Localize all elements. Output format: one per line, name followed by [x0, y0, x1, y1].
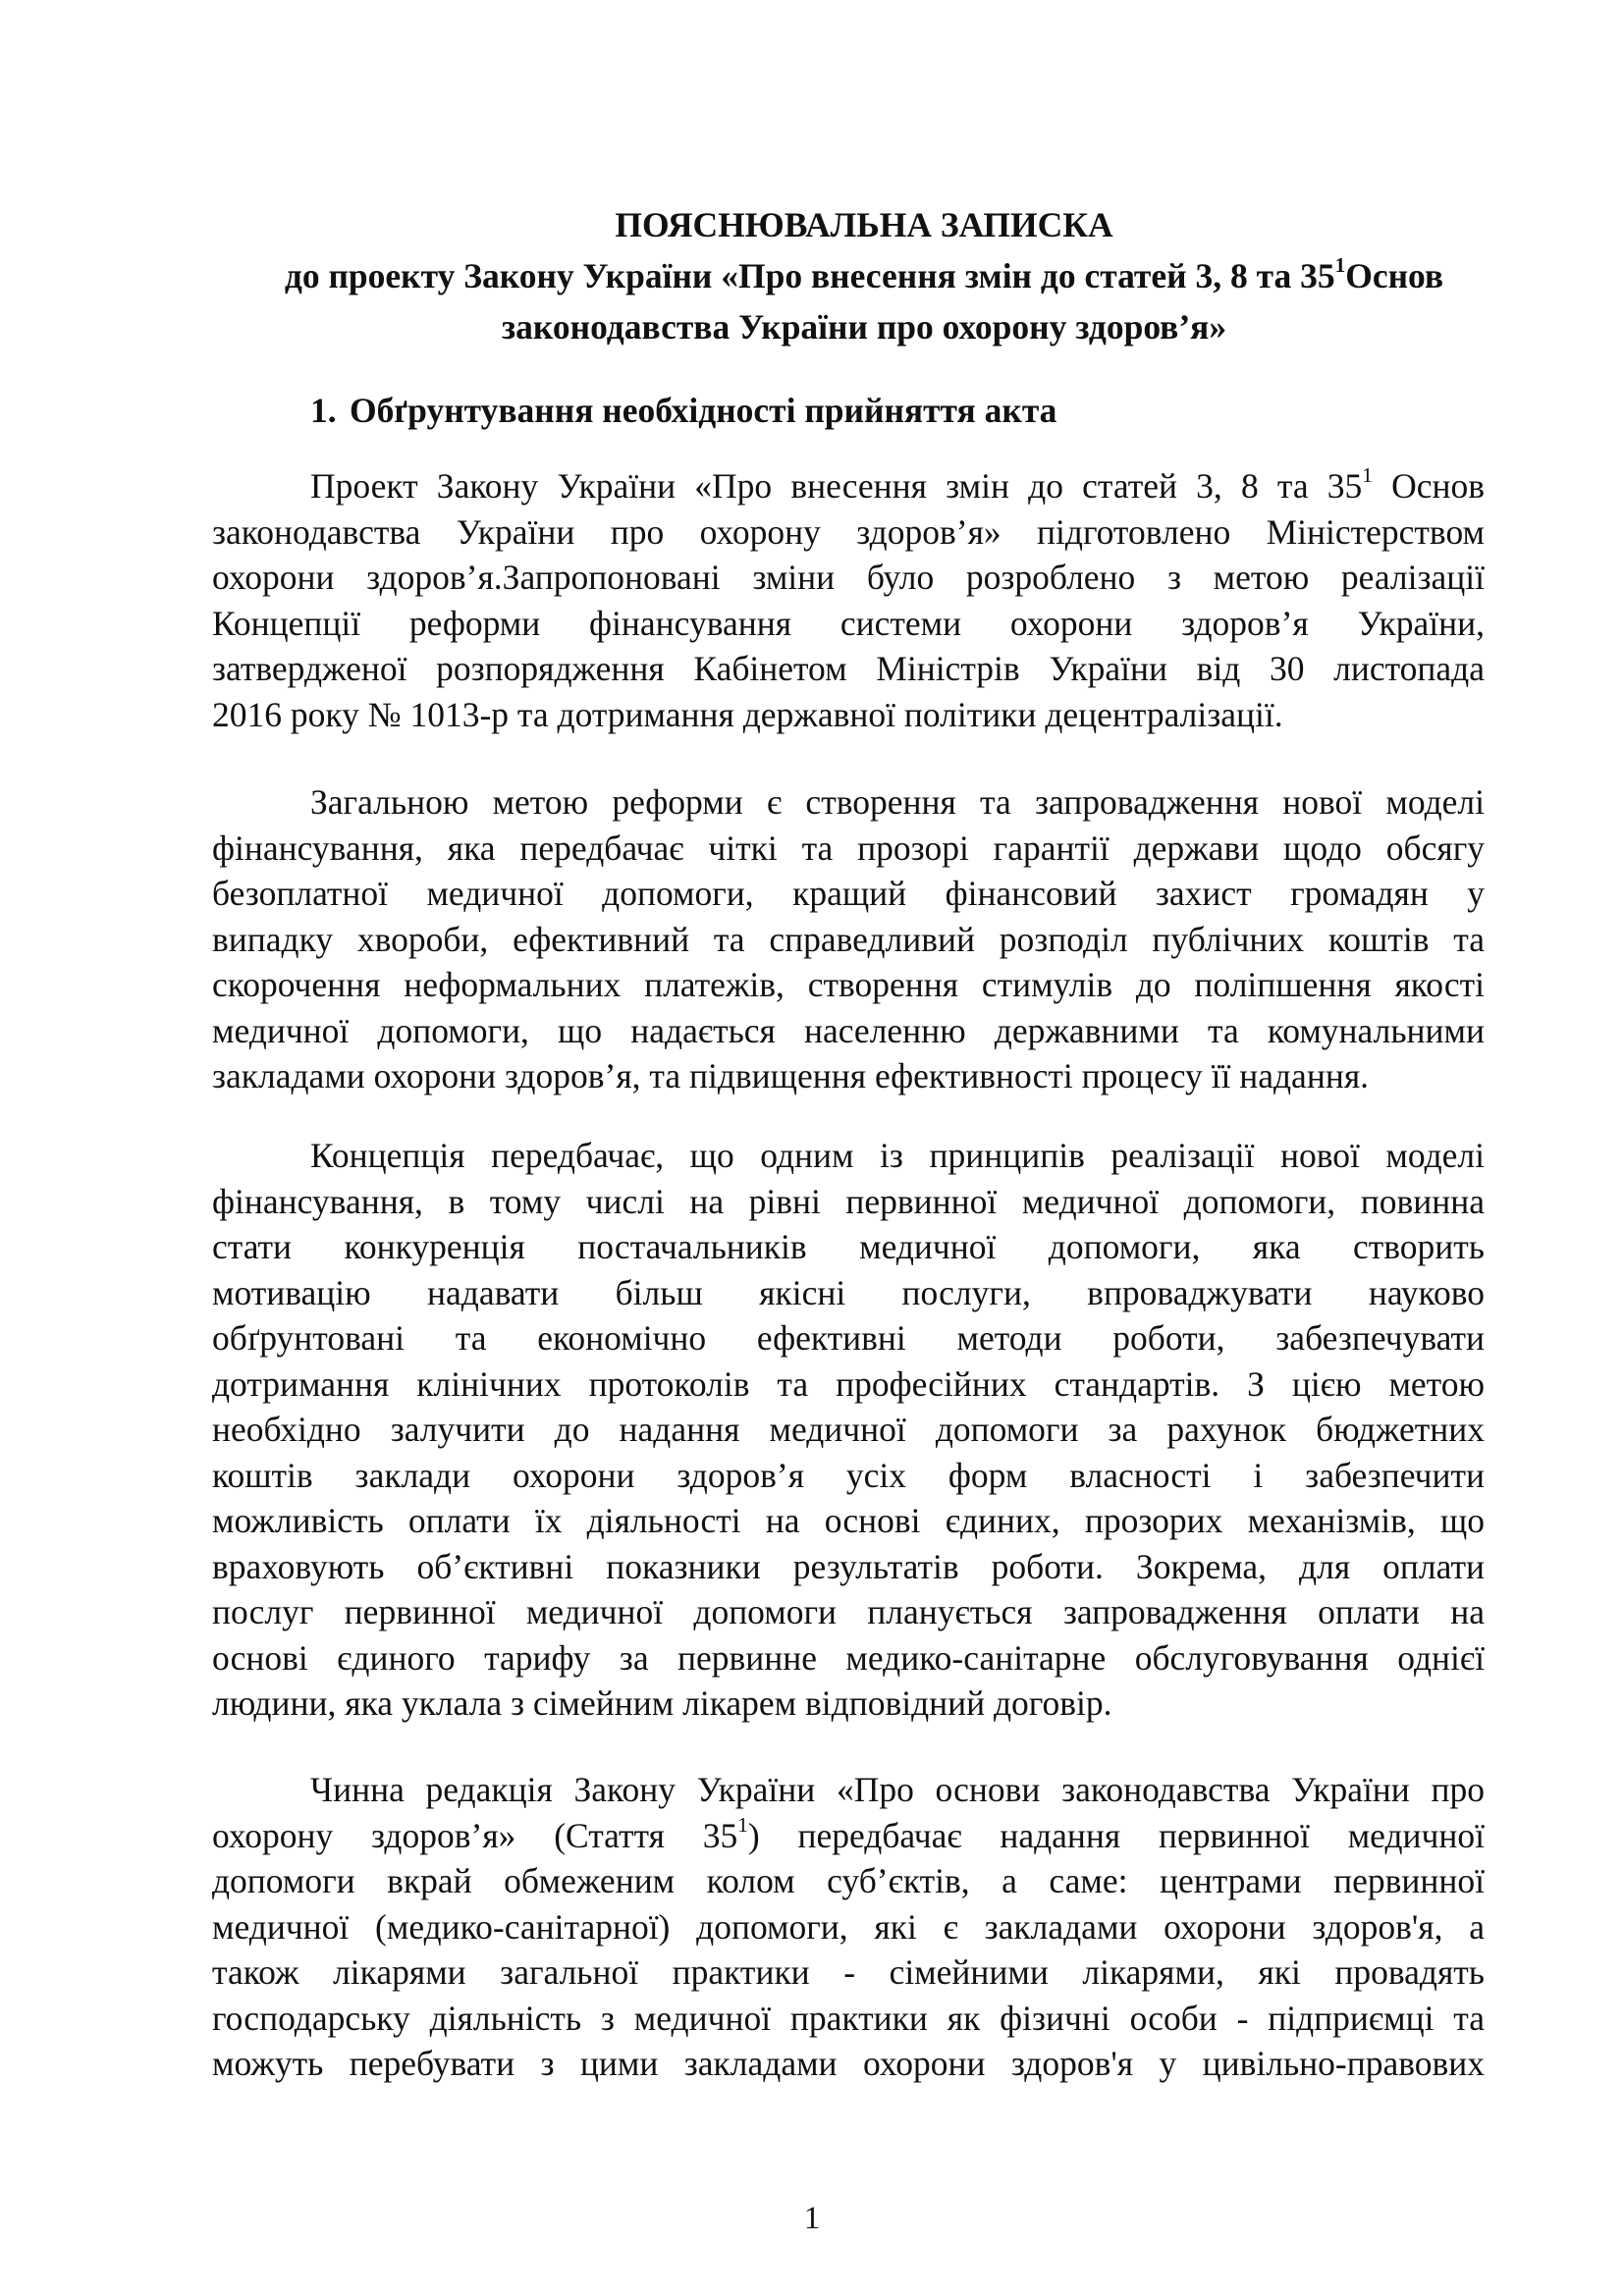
paragraph-line: коштів заклади охорони здоров’я усіх форм власності і забезпечити: [212, 1455, 1485, 1495]
paragraph-line: послуг первинної медичної допомоги планується запровадження оплати на: [212, 1592, 1485, 1631]
paragraph-line: Концепції реформи фінансування системи охорони здоров’я України,: [212, 603, 1485, 643]
paragraph-line: обґрунтовані та економічно ефективні методи роботи, забезпечувати: [212, 1318, 1485, 1358]
paragraph-line: основі єдиного тарифу за первинне медико-санітарне обслуговування однієї: [212, 1637, 1485, 1678]
paragraph-line: дотримання клінічних протоколів та професійних стандартів. З цією метою: [212, 1363, 1485, 1404]
title-line: [177, 250, 1551, 301]
paragraph-line: скорочення неформальних платежів, створення стимулів до поліпшення якості: [212, 965, 1485, 1004]
paragraph-line: можливість оплати їх діяльності на основі єдиних, прозорих механізмів, що: [212, 1501, 1485, 1540]
paragraph-line: господарську діяльність з медичної практики як фізичні особи - підприємці та: [212, 1998, 1485, 2038]
section-heading: [310, 385, 1056, 436]
superscript: 1: [1362, 463, 1373, 488]
paragraph-line: 2016 року № 1013-р та дотримання державної політики децентралізації.: [212, 694, 1283, 734]
title-text: Основ: [1345, 256, 1444, 295]
paragraph-line: мотивацію надавати більш якісні послуги, впроваджувати науково: [212, 1272, 1485, 1312]
paragraph-line: [212, 1813, 1485, 1859]
paragraph-line: стати конкуренція постачальників медичної допомоги, яка створить: [212, 1227, 1485, 1266]
paragraph-line: закладами охорони здоров’я, та підвищення ефективності процесу її надання.: [212, 1056, 1370, 1095]
text: Проект Закону України «Про внесення змін до статей 3, 8 та 35: [310, 466, 1363, 506]
section-number: 1.: [310, 391, 337, 430]
paragraph-line: затвердженої розпорядження Кабінетом Міністрів України від 30 листопада: [212, 649, 1485, 688]
paragraph-line: медичної (медико-санітарної) допомоги, які є закладами охорони здоров'я, а: [212, 1906, 1485, 1947]
paragraph-line: враховують об’єктивні показники результатів роботи. Зокрема, для оплати: [212, 1546, 1485, 1586]
paragraph-line: Чинна редакція Закону України «Про основи законодавства України про: [310, 1770, 1485, 1809]
title-line: ПОЯСНЮВАЛЬНА ЗАПИСКА: [615, 205, 1113, 244]
paragraph-line: допомоги вкрай обмеженим колом суб’єктів, а саме: центрами первинної: [212, 1861, 1485, 1900]
paragraph: [212, 1133, 1485, 1727]
paragraph-line: випадку хвороби, ефективний та справедливий розподіл публічних коштів та: [212, 919, 1485, 959]
paragraph-line: [212, 463, 1485, 509]
paragraph-line: можуть перебувати з цими закладами охорони здоров'я у цивільно-правових: [212, 2044, 1485, 2083]
paragraph: [212, 463, 1485, 737]
paragraph-line: Загальною метою реформи є створення та запровадження нової моделі: [310, 782, 1485, 822]
superscript: 1: [1334, 253, 1346, 278]
paragraph: [212, 779, 1485, 1099]
paragraph-line: медичної допомоги, що надається населенню державними та комунальними: [212, 1010, 1485, 1050]
page-number: 1: [803, 2201, 821, 2236]
text: Основ: [1372, 466, 1486, 506]
paragraph-line: також лікарями загальної практики - сімейними лікарями, які провадять: [212, 1952, 1485, 1992]
text: ) передбачає надання первинної медичної: [747, 1815, 1485, 1855]
superscript: 1: [737, 1812, 748, 1837]
section-title: Обґрунтування необхідності прийняття акта: [350, 391, 1057, 430]
paragraph-line: Концепція передбачає, що одним із принципів реалізації нової моделі: [310, 1136, 1485, 1175]
paragraph-line: безоплатної медичної допомоги, кращий фінансовий захист громадян у: [212, 874, 1485, 913]
paragraph-line: необхідно залучити до надання медичної допомоги за рахунок бюджетних: [212, 1410, 1485, 1449]
paragraph-line: охорони здоров’я.Запропоновані зміни було розроблено з метою реалізації: [212, 558, 1485, 597]
paragraph: [212, 1767, 1485, 2087]
paragraph-line: фінансування, яка передбачає чіткі та прозорі гарантії держави щодо обсягу: [212, 828, 1485, 868]
document-title: [177, 199, 1551, 352]
paragraph-line: фінансування, в тому числі на рівні первинної медичної допомоги, повинна: [212, 1181, 1485, 1221]
paragraph-line: людини, яка уклала з сімейним лікарем відповідний договір.: [212, 1683, 1112, 1723]
title-text: до проекту Закону України «Про внесення змін до статей 3, 8 та 35: [284, 256, 1335, 295]
title-line: законодавства України про охорону здоров’я»: [501, 307, 1227, 347]
paragraph-line: законодавства України про охорону здоров’я» підготовлено Міністерством: [212, 511, 1485, 552]
text: охорону здоров’я» (Стаття 35: [212, 1815, 738, 1855]
